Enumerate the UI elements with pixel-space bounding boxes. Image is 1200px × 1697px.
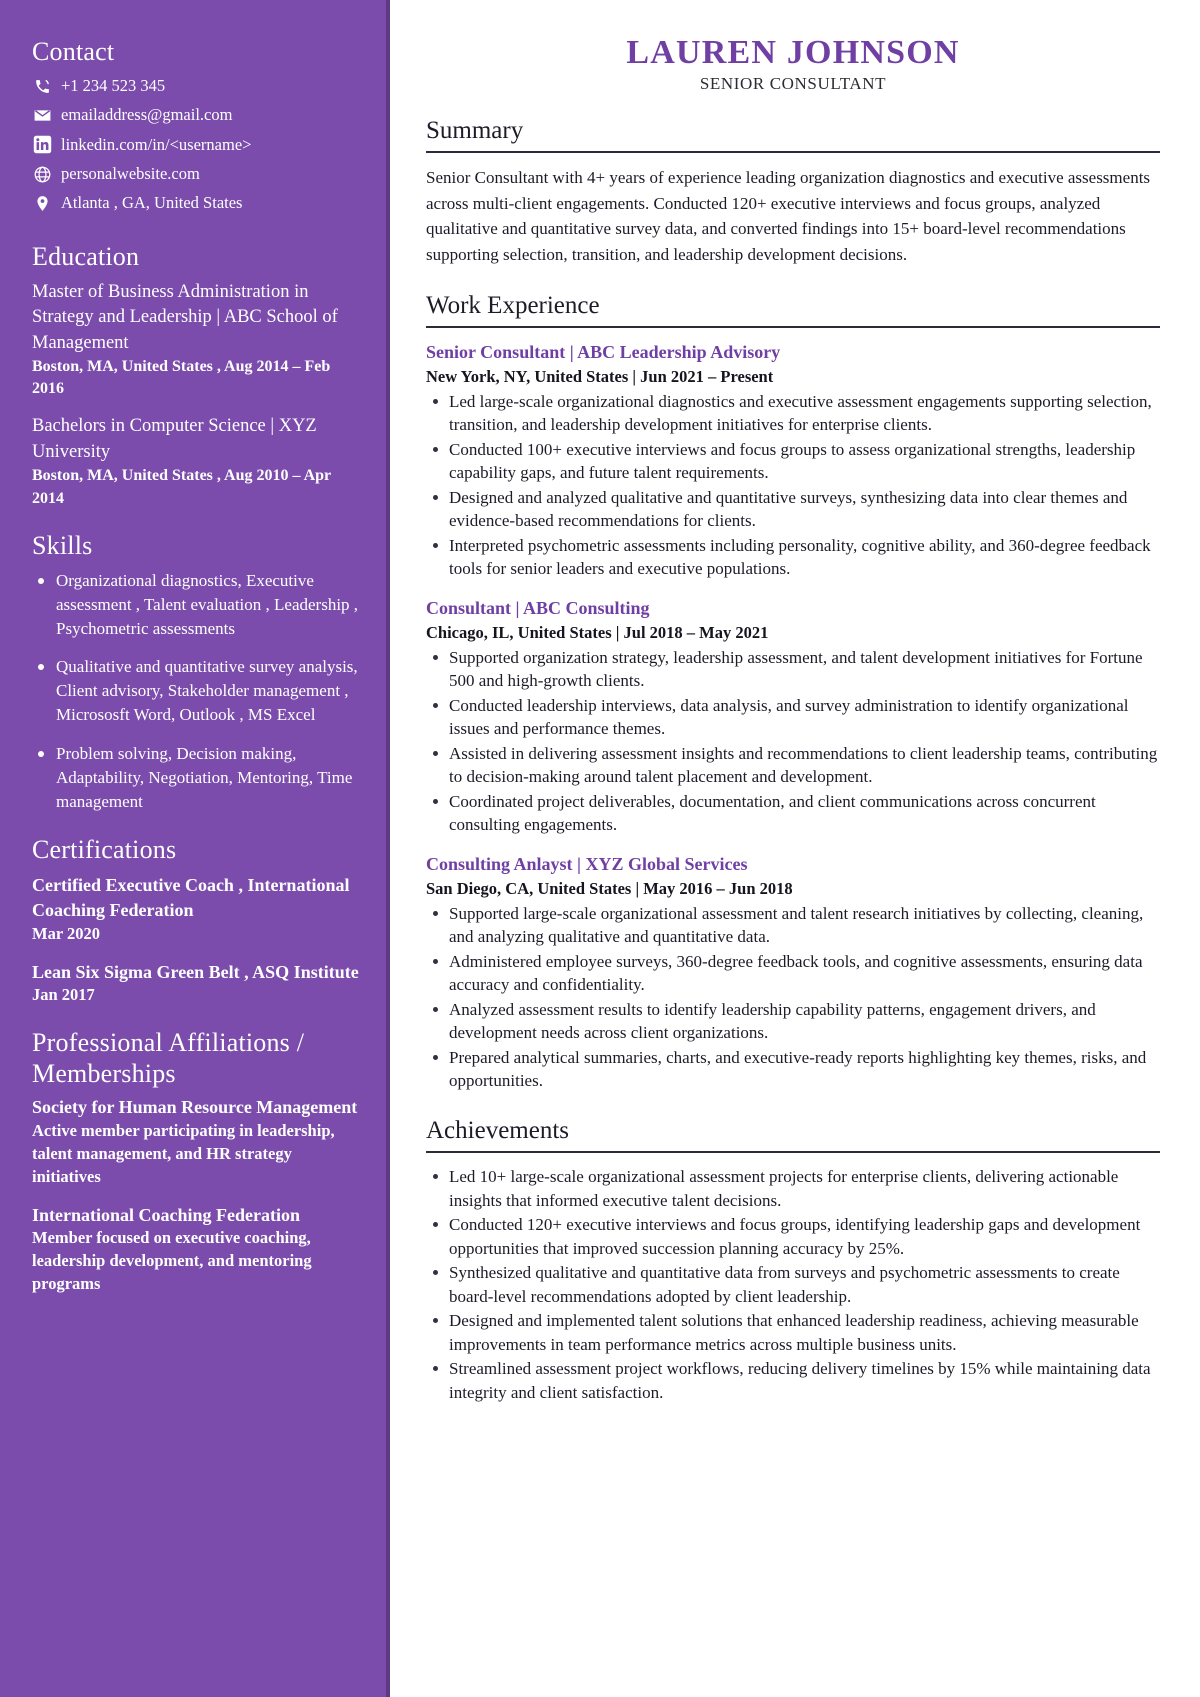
summary-divider — [426, 151, 1160, 153]
skill-item: Problem solving, Decision making, Adaptability, Negotiation, Mentoring, Time management — [32, 742, 360, 814]
education-heading: Education — [32, 241, 140, 271]
achievement-item: Conducted 120+ executive interviews and focus groups, identifying leadership gaps and development opportunities that improved succession planning accuracy by 25%. — [426, 1213, 1160, 1260]
contact-email-text: emailaddress@gmail.com — [61, 105, 233, 125]
job-bullet: Designed and analyzed qualitative and quantitative surveys, synthesizing data into clear themes and evidence-based recommendations for clients. — [426, 486, 1160, 533]
affiliation-entry — [32, 1095, 360, 1188]
job-entry — [426, 596, 1160, 836]
education-entry — [32, 414, 360, 509]
main-content — [390, 0, 1200, 1697]
work-experience-divider — [426, 326, 1160, 328]
certification-date: Mar 2020 — [32, 923, 100, 943]
job-bullet: Administered employee surveys, 360-degree feedback tools, and cognitive assessments, ensuring data accuracy and confidentiality. — [426, 950, 1160, 997]
achievements-heading: Achievements — [426, 1117, 570, 1145]
job-meta: Chicago, IL, United States | Jul 2018 – May 2021 — [426, 622, 769, 642]
skills-list — [32, 569, 360, 814]
job-title: Senior Consultant | ABC Leadership Advisory — [426, 342, 781, 363]
job-bullets — [426, 902, 1160, 1093]
contact-list — [32, 75, 360, 214]
contact-item-location[interactable] — [32, 192, 360, 214]
affiliation-entry — [32, 1203, 360, 1296]
sidebar — [0, 0, 390, 1697]
job-title: Consulting Anlayst | XYZ Global Services — [426, 854, 748, 875]
skill-item: Qualitative and quantitative survey analysis, Client advisory, Stakeholder management , Micrososft Word, Outlook , MS Excel — [32, 655, 360, 727]
certification-date: Jan 2017 — [32, 985, 95, 1005]
affiliation-desc: Active member participating in leadership, talent management, and HR strategy initiatives — [32, 1121, 335, 1186]
contact-website-text: personalwebsite.com — [61, 163, 200, 183]
certifications-heading: Certifications — [32, 834, 177, 864]
phone-icon — [32, 76, 52, 96]
candidate-name: LAUREN JOHNSON — [626, 34, 960, 71]
affiliation-desc: Member focused on executive coaching, leadership development, and mentoring programs — [32, 1228, 312, 1293]
candidate-role: SENIOR CONSULTANT — [699, 74, 887, 94]
contact-linkedin-text: linkedin.com/in/<username> — [61, 134, 252, 154]
job-bullet: Conducted leadership interviews, data analysis, and survey administration to identify organizational issues and performance themes. — [426, 694, 1160, 741]
contact-item-website[interactable] — [32, 163, 360, 185]
achievement-item: Streamlined assessment project workflows, reducing delivery timelines by 15% while maintaining data integrity and client satisfaction. — [426, 1357, 1160, 1404]
certification-title: Certified Executive Coach , International Coaching Federation — [32, 875, 350, 920]
job-entry — [426, 852, 1160, 1092]
summary-text: Senior Consultant with 4+ years of experience leading organization diagnostics and executive assessments across multi-client engagements. Conducted 120+ executive interviews and focus groups, analyzed qualitative and quantitative survey data, and converted findings into 15+ board-level recommendations supporting selection, transition, and leadership development decisions. — [426, 168, 1151, 264]
certification-entry — [32, 873, 360, 945]
linkedin-icon — [32, 135, 52, 155]
job-bullet: Supported organization strategy, leadership assessment, and talent development initiatives for Fortune 500 and high-growth clients. — [426, 646, 1160, 693]
job-bullet: Conducted 100+ executive interviews and focus groups to assess organizational strengths, leadership capability gaps, and future talent requirements. — [426, 438, 1160, 485]
job-bullets — [426, 390, 1160, 581]
job-bullet: Coordinated project deliverables, documentation, and client communications across concurrent consulting engagements. — [426, 790, 1160, 837]
contact-item-email[interactable] — [32, 104, 360, 126]
skills-heading: Skills — [32, 530, 93, 560]
achievement-item: Designed and implemented talent solutions that enhanced leadership readiness, achieving measurable improvements in team performance metrics across multiple business units. — [426, 1309, 1160, 1356]
job-entry — [426, 340, 1160, 580]
education-entry — [32, 280, 360, 401]
job-bullet: Analyzed assessment results to identify leadership capability patterns, engagement drivers, and development needs across client organizations. — [426, 998, 1160, 1045]
certification-title: Lean Six Sigma Green Belt , ASQ Institute — [32, 961, 359, 982]
achievement-item: Synthesized qualitative and quantitative data from surveys and psychometric assessments to create board-level recommendations adopted by client leadership. — [426, 1261, 1160, 1308]
education-degree: Bachelors in Computer Science | XYZ University — [32, 416, 317, 462]
email-icon — [32, 106, 52, 126]
job-bullets — [426, 646, 1160, 837]
work-experience-heading: Work Experience — [426, 292, 600, 320]
achievements-list — [426, 1165, 1160, 1404]
certification-entry — [32, 960, 360, 1008]
job-bullet: Interpreted psychometric assessments including personality, cognitive ability, and 360-degree feedback tools for senior leaders and executive populations. — [426, 534, 1160, 581]
contact-item-linkedin[interactable] — [32, 134, 360, 156]
location-icon — [32, 193, 52, 213]
job-bullet: Led large-scale organizational diagnostics and executive assessment engagements supporting selection, transition, and leadership development initiatives for enterprise clients. — [426, 390, 1160, 437]
contact-phone-text: +1 234 523 345 — [61, 76, 166, 96]
skill-item: Organizational diagnostics, Executive assessment , Talent evaluation , Leadership , Psychometric assessments — [32, 569, 360, 641]
job-bullet: Prepared analytical summaries, charts, and executive-ready reports highlighting key themes, risks, and opportunities. — [426, 1046, 1160, 1093]
education-degree: Master of Business Administration in Strategy and Leadership | ABC School of Management — [32, 281, 338, 353]
achievements-divider — [426, 1151, 1160, 1153]
job-bullet: Assisted in delivering assessment insights and recommendations to client leadership teams, contributing to decision-making around talent placement and development. — [426, 742, 1160, 789]
contact-heading: Contact — [32, 37, 115, 66]
education-meta: Boston, MA, United States , Aug 2010 – Apr 2014 — [32, 467, 331, 507]
achievement-item: Led 10+ large-scale organizational assessment projects for enterprise clients, delivering actionable insights that informed executive talent decisions. — [426, 1165, 1160, 1212]
website-icon — [32, 164, 52, 184]
affiliation-org: International Coaching Federation — [32, 1204, 300, 1225]
job-meta: New York, NY, United States | Jun 2021 – Present — [426, 366, 774, 386]
education-meta: Boston, MA, United States , Aug 2014 – Feb 2016 — [32, 358, 331, 398]
summary-heading: Summary — [426, 117, 524, 145]
contact-item-phone[interactable] — [32, 75, 360, 97]
job-meta: San Diego, CA, United States | May 2016 – Jun 2018 — [426, 878, 793, 898]
affiliation-org: Society for Human Resource Management — [32, 1097, 358, 1118]
job-title: Consultant | ABC Consulting — [426, 598, 650, 619]
affiliations-heading: Professional Affiliations / Memberships — [32, 1028, 305, 1089]
job-bullet: Supported large-scale organizational assessment and talent research initiatives by collecting, cleaning, and analyzing qualitative and quantitative data. — [426, 902, 1160, 949]
contact-location-text: Atlanta , GA, United States — [61, 193, 243, 213]
